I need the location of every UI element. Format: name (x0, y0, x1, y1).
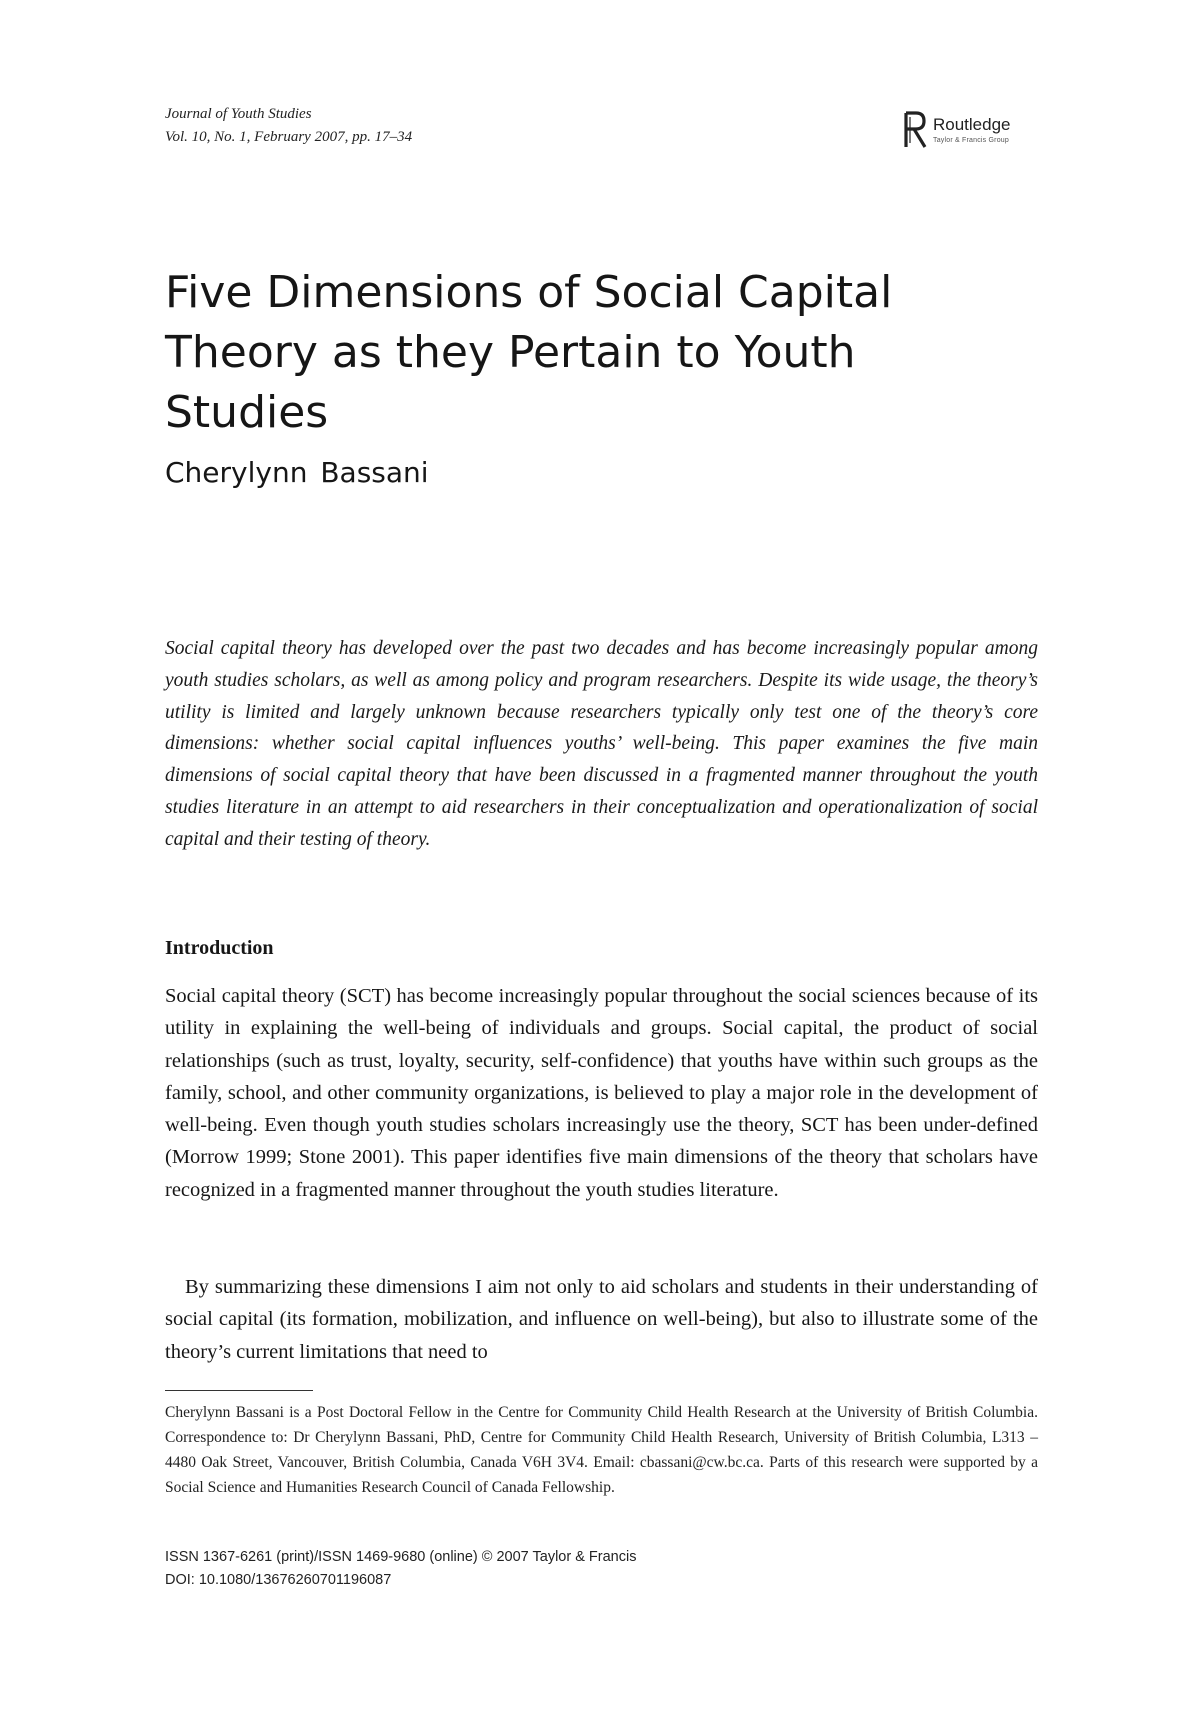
body-paragraph: By summarizing these dimensions I aim not only to aid scholars and students in their understanding of social capital (its formation, mobilization, and influence on well-being), but also to illustrate some of the theory’s current limitations that need to (165, 1276, 1038, 1363)
section-heading-introduction: Introduction (165, 937, 274, 959)
abstract: Social capital theory has developed over the past two decades and has become increasingly popular among youth studies scholars, as well as among policy and program researchers. Despite its wide usage, the theory’s utility is limited and largely unknown because researchers typically only test one of the theory’s core dimensions: whether social capital influences youths’ well-being. This paper examines the five main dimensions of social capital theory that have been discussed in a fragmented manner throughout the youth studies literature in an attempt to aid researchers in their conceptualization and operationalization of social capital and their testing of theory. (165, 638, 1038, 850)
author-name: Cherylynn Bassani (165, 456, 429, 489)
publisher-logo (903, 111, 1043, 151)
footnote-divider (165, 1390, 313, 1391)
author-footnote: Cherylynn Bassani is a Post Doctoral Fellow in the Centre for Community Child Health Research at the University of British Columbia. Correspondence to: Dr Cherylynn Bassani, PhD, Centre for Community Child Health Research, University of British Columbia, L313 – 4480 Oak Street, Vancouver, British Columbia, Canada V6H 3V4. Email: cbassani@cw.bc.ca. Parts of this research were supported by a Social Science and Humanities Research Council of Canada Fellowship. (165, 1404, 1038, 1496)
doi-line: DOI: 10.1080/13676260701196087 (165, 1572, 392, 1588)
article-title: Five Dimensions of Social Capital Theory as they Pertain to Youth Studies (165, 267, 893, 438)
journal-header (165, 103, 412, 149)
routledge-r-logo-icon (903, 111, 928, 149)
issn-line: ISSN 1367-6261 (print)/ISSN 1469-9680 (online) © 2007 Taylor & Francis (165, 1549, 637, 1565)
publisher-name: Routledge (933, 115, 1011, 134)
journal-citation: Vol. 10, No. 1, February 2007, pp. 17–34 (165, 129, 413, 145)
publisher-group: Taylor & Francis Group (933, 137, 1009, 144)
journal-name: Journal of Youth Studies (165, 106, 312, 122)
identifiers (165, 1546, 636, 1592)
body-paragraph: Social capital theory (SCT) has become increasingly popular throughout the social sciences because of its utility in explaining the well-being of individuals and groups. Social capital, the product of social relationships (such as trust, loyalty, security, self-confidence) that youths have within such groups as the family, school, and other community organizations, is believed to play a major role in the development of well-being. Even though youth studies scholars increasingly use the theory, SCT has been under-defined (Morrow 1999; Stone 2001). This paper identifies five main dimensions of the theory that scholars have recognized in a fragmented manner throughout the youth studies literature. (165, 985, 1038, 1201)
